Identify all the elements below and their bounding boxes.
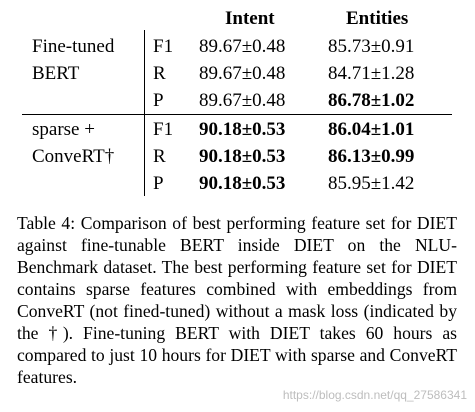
group-label-line2: BERT <box>32 63 80 84</box>
entities-cell: 85.73±0.91 <box>328 36 415 57</box>
header-intent: Intent <box>225 8 275 29</box>
column-divider <box>144 30 145 196</box>
intent-cell: 89.67±0.48 <box>199 90 286 111</box>
entities-cell: 84.71±1.28 <box>328 63 415 84</box>
intent-cell: 89.67±0.48 <box>199 63 286 84</box>
metric-cell: R <box>153 63 166 84</box>
entities-cell: 86.04±1.01 <box>328 119 415 140</box>
group-divider <box>22 114 452 115</box>
entities-cell: 85.95±1.42 <box>328 173 415 194</box>
header-entities: Entities <box>346 8 409 29</box>
metric-cell: R <box>153 146 166 167</box>
metric-cell: P <box>153 90 164 111</box>
group-label-line2: ConveRT† <box>32 146 115 167</box>
entities-cell: 86.78±1.02 <box>328 90 415 111</box>
table-caption: Table 4: Comparison of best performing feature set for DIET against fine-tunable BERT inside DIET on the NLU-Benchmark dataset. The best performing feature set for DIET contains sparse features combined with embeddings from ConveRT (not fined-tuned) without a mask loss (indicated by the †). Fine-tuning BERT with DIET takes 60 hours as compared to just 10 hours for DIET with sparse and ConveRT features. <box>17 213 457 387</box>
group-label-line1: sparse + <box>32 119 95 140</box>
metric-cell: F1 <box>153 36 174 57</box>
group-label-line1: Fine-tuned <box>32 36 115 57</box>
watermark: https://blog.csdn.net/qq_27586341 <box>282 388 467 402</box>
intent-cell: 90.18±0.53 <box>199 173 286 194</box>
metric-cell: P <box>153 173 164 194</box>
entities-cell: 86.13±0.99 <box>328 146 415 167</box>
results-table <box>22 4 452 196</box>
intent-cell: 90.18±0.53 <box>199 119 286 140</box>
metric-cell: F1 <box>153 119 174 140</box>
intent-cell: 89.67±0.48 <box>199 36 286 57</box>
intent-cell: 90.18±0.53 <box>199 146 286 167</box>
